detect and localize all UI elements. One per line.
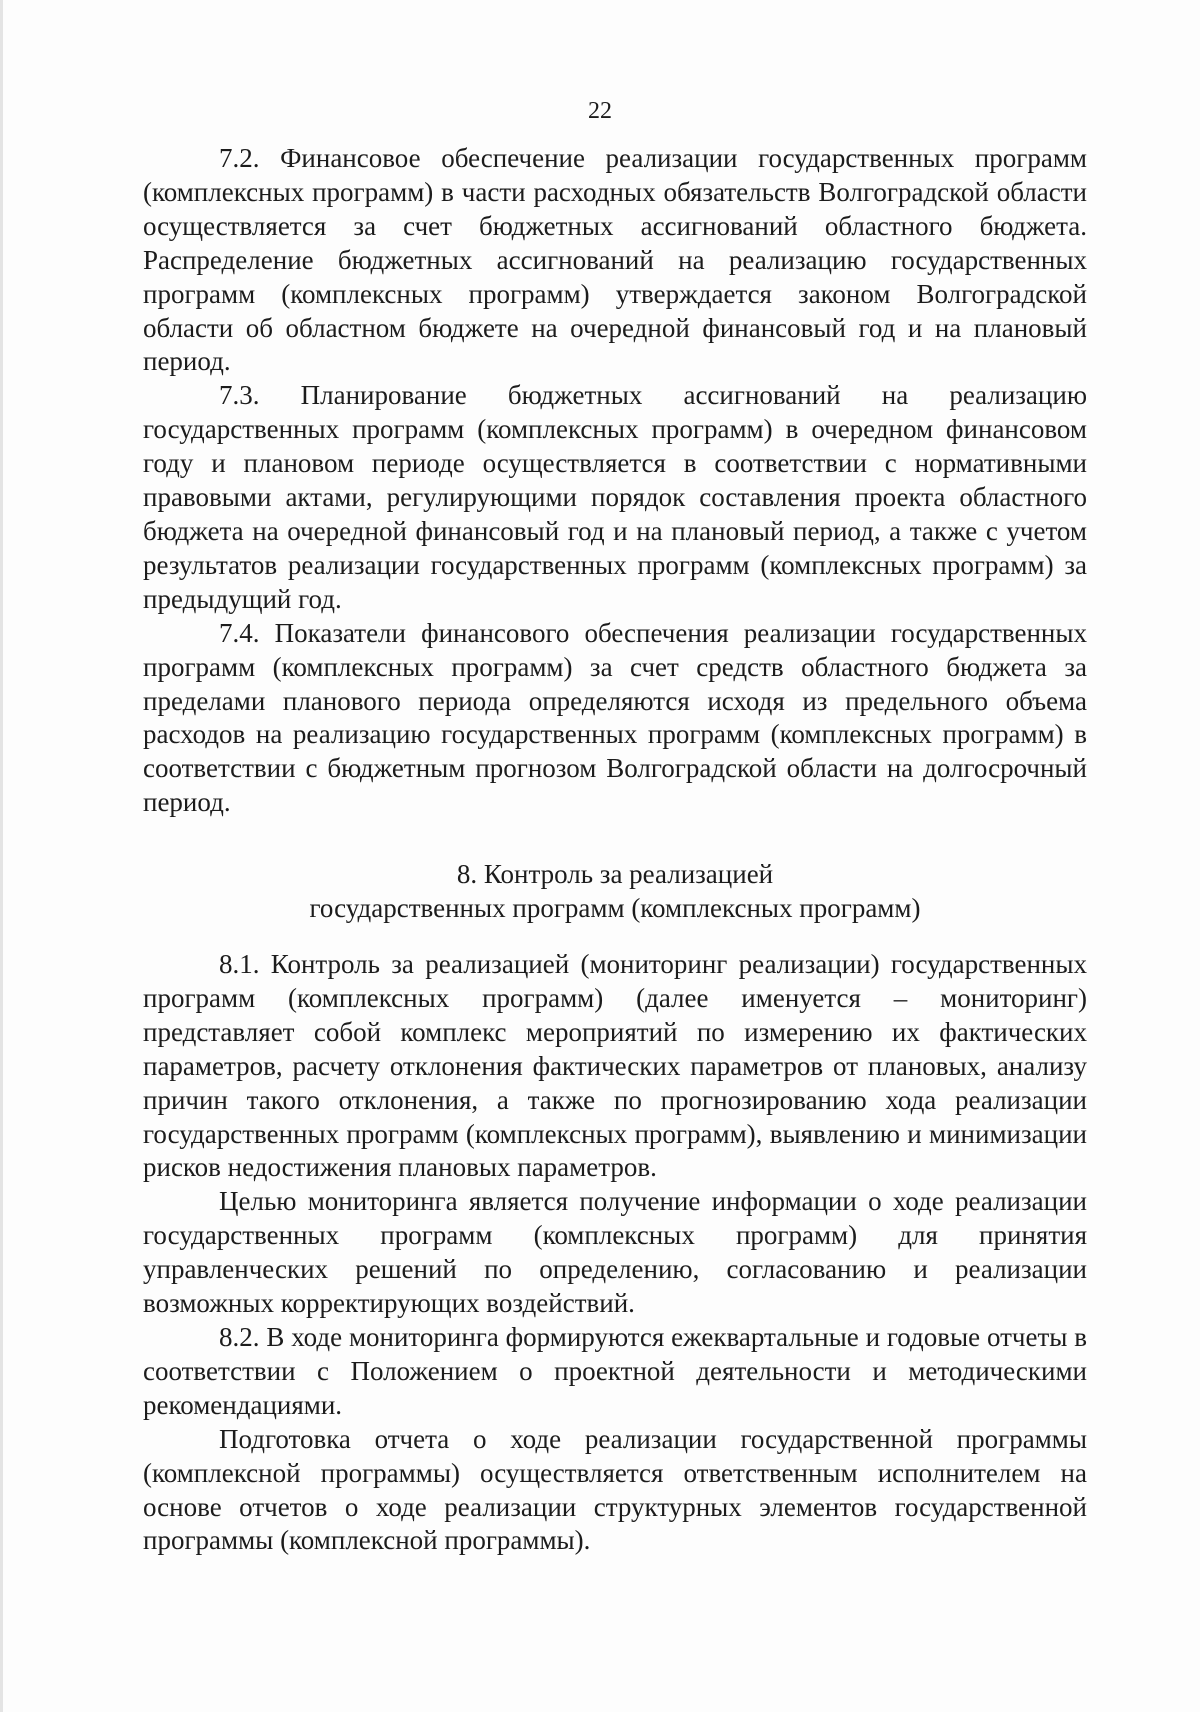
section-8-heading-line-1: 8. Контроль за реализацией [456, 859, 774, 889]
paragraph-7-4: 7.4. Показатели финансового обеспечения реализации государственных программ (комплексных программ) за счет средств областного бюджета за пределами планового периода определяются исходя из предельного объема расходов на реализацию государственных программ (комплексных программ) в соответствии с бюджетным прогнозом Волгоградской области на долгосрочный период. [143, 617, 1087, 818]
paragraph-7-2: 7.2. Финансовое обеспечение реализации государственных программ (комплексных программ) в части расходных обязательств Волгоградской области осуществляется за счет бюджетных ассигнований областного бюджета. Распределение бюджетных ассигнований на реализацию государственных программ (комплексных программ) утверждается законом Волгоградской области об областном бюджете на очередной финансовый год и на плановый период. [143, 143, 1087, 377]
page-number: 22 [588, 98, 612, 124]
section-7-text [143, 142, 1087, 820]
section-8-text [143, 948, 1087, 1558]
scan-edge [0, 0, 3, 1712]
paragraph-7-3: 7.3. Планирование бюджетных ассигнований на реализацию государственных программ (комплексных программ) в очередном финансовом году и плановом периоде осуществляется в соответствии с нормативными правовыми актами, регулирующими порядок составления проекта областного бюджета на очередной финансовый год и на плановый период, а также с учетом результатов реализации государственных программ (комплексных программ) за предыдущий год. [143, 380, 1087, 614]
section-8-heading-line-2: государственных программ (комплексных программ) [309, 893, 921, 923]
paragraph-8-2-report: Подготовка отчета о ходе реализации государственной программы (комплексной программы) осуществляется ответственным исполнителем на основе отчетов о ходе реализации структурных элементов государственной программы (комплексной программы). [143, 1423, 1087, 1556]
paragraph-8-1: 8.1. Контроль за реализацией (мониторинг реализации) государственных программ (комплексных программ) (далее именуется – мониторинг) представляет собой комплекс мероприятий по измерению их фактических параметров, расчету отклонения фактических параметров от плановых, анализу причин такого отклонения, а также по прогнозированию хода реализации государственных программ (комплексных программ), выявлению и минимизации рисков недостижения плановых параметров. [143, 949, 1087, 1183]
paragraph-8-2: 8.2. В ходе мониторинга формируются ежеквартальные и годовые отчеты в соответствии с Положением о проектной деятельности и методическими рекомендациями. [143, 1321, 1087, 1420]
section-8-heading [143, 857, 1087, 925]
paragraph-8-1-goal: Целью мониторинга является получение информации о ходе реализации государственных программ (комплексных программ) для принятия управленческих решений по определению, согласованию и реализации возможных корректирующих воздействий. [143, 1186, 1087, 1319]
